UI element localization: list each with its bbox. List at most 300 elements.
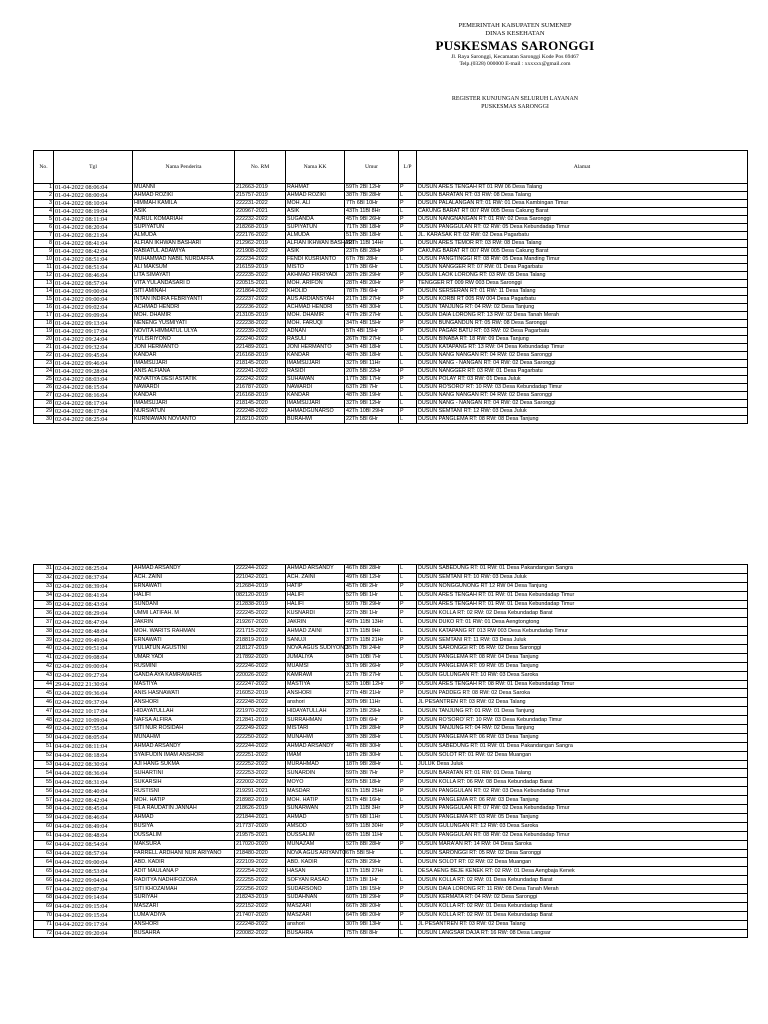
- cell-date: 04-04-2022 09:17:04: [54, 920, 133, 929]
- cell-gender: P: [399, 368, 417, 376]
- cell-gender: P: [399, 716, 417, 725]
- cell-age: 22Th 11Bl 14Hr: [345, 240, 399, 248]
- table-row: [34, 733, 748, 742]
- cell-no: 32: [34, 573, 54, 582]
- cell-address: JL PESANTREN RT: 03 RW: 02 Desa Talang: [417, 698, 748, 707]
- cell-record-number: 222249-2022: [235, 725, 286, 734]
- cell-family-head: KANDAR: [286, 352, 345, 360]
- cell-patient-name: UMAR YADI: [133, 653, 235, 662]
- cell-patient-name: RABIATUL ADAWIYA: [133, 248, 235, 256]
- cell-no: 27: [34, 392, 54, 400]
- cell-no: 45: [34, 689, 54, 698]
- cell-record-number: 082120-2019: [235, 591, 286, 600]
- cell-age: 17Th 11Bl 27Hr: [345, 867, 399, 876]
- cell-family-head: MUAMSI: [286, 662, 345, 671]
- cell-age: 17Th 3Bl 17Hr: [345, 376, 399, 384]
- cell-record-number: 218268-2019: [235, 224, 286, 232]
- cell-age: 32Th 9Bl 11Hr: [345, 360, 399, 368]
- cell-age: 71Th 3Bl 18Hr: [345, 224, 399, 232]
- cell-age: 31Th 9Bl 26Hr: [345, 662, 399, 671]
- cell-record-number: 222237-2022: [235, 296, 286, 304]
- cell-patient-name: ABD. KADIR: [133, 858, 235, 867]
- cell-patient-name: INTAN INDIRA FEBRIYANTI: [133, 296, 235, 304]
- cell-age: 30Th 9Bl 13Hr: [345, 920, 399, 929]
- cell-age: 17Th 2Bl 28Hr: [345, 725, 399, 734]
- cell-patient-name: ASIK: [133, 208, 235, 216]
- cell-record-number: 212841-2019: [235, 716, 286, 725]
- cell-no: 70: [34, 911, 54, 920]
- cell-family-head: BURAHWI: [286, 416, 345, 424]
- cell-no: 35: [34, 600, 54, 609]
- cell-family-head: ASIK: [286, 208, 345, 216]
- cell-date: 01-04-2022 08:11:04: [54, 216, 133, 224]
- register-title-line2: PUSKESMAS SARONGGI: [481, 104, 549, 110]
- cell-family-head: JAKRIN: [286, 618, 345, 627]
- cell-record-number: 222248-2022: [235, 920, 286, 929]
- cell-patient-name: MOH. HATIP: [133, 796, 235, 805]
- cell-patient-name: NURUL KOMARIAH: [133, 216, 235, 224]
- cell-gender: P: [399, 778, 417, 787]
- cell-patient-name: HALIFI: [133, 591, 235, 600]
- cell-family-head: MISTO: [286, 264, 345, 272]
- table-row: [34, 312, 748, 320]
- cell-record-number: 218145-2020: [235, 400, 286, 408]
- cell-record-number: 221489-2021: [235, 344, 286, 352]
- cell-age: 78Th 7Bl 6Hr: [345, 288, 399, 296]
- cell-no: 36: [34, 609, 54, 618]
- cell-gender: L: [399, 929, 417, 938]
- cell-date: 02-04-2022 08:41:04: [54, 591, 133, 600]
- column-header-no: No.: [34, 151, 54, 184]
- cell-patient-name: MAKSURA: [133, 840, 235, 849]
- cell-family-head: JONI HERMANTO: [286, 344, 345, 352]
- cell-address: DUSUN PAGAR BATU RT: 03 RW: 02 Desa Pagarbatu: [417, 328, 748, 336]
- cell-gender: P: [399, 645, 417, 654]
- cell-family-head: HALIFI: [286, 600, 345, 609]
- cell-age: 32Th 9Bl 12Hr: [345, 400, 399, 408]
- table-row: [34, 573, 748, 582]
- cell-date: 02-04-2022 08:37:04: [54, 573, 133, 582]
- cell-family-head: ASIK: [286, 248, 345, 256]
- cell-gender: P: [399, 408, 417, 416]
- cell-age: 18Th 2Bl 30Hr: [345, 751, 399, 760]
- cell-address: DUSUN BARATAN RT: 03 RW: 08 Desa Talang: [417, 192, 748, 200]
- table-row: [34, 384, 748, 392]
- cell-record-number: 218243-2019: [235, 893, 286, 902]
- cell-patient-name: NENENG YUSMIYATI: [133, 320, 235, 328]
- cell-family-head: SUPIYATUN: [286, 224, 345, 232]
- table-row: [34, 645, 748, 654]
- cell-address: DUSUN PANGLEMA RT: 06 RW: 03 Desa Tanjung: [417, 796, 748, 805]
- column-header-family-head: Nama KK: [286, 151, 345, 184]
- cell-patient-name: AHMAD ARSANDY: [133, 742, 235, 751]
- cell-record-number: 218982-2019: [235, 796, 286, 805]
- cell-gender: P: [399, 328, 417, 336]
- cell-record-number: 218127-2019: [235, 645, 286, 654]
- cell-age: 66Th 3Bl 20Hr: [345, 902, 399, 911]
- table-row: [34, 600, 748, 609]
- cell-family-head: MURAHMAD: [286, 760, 345, 769]
- cell-date: 01-04-2022 09:09:04: [54, 312, 133, 320]
- cell-gender: L: [399, 751, 417, 760]
- cell-age: 15Th 1Bl 1Hr: [345, 876, 399, 885]
- cell-record-number: 222253-2022: [235, 769, 286, 778]
- cell-no: 23: [34, 360, 54, 368]
- table-row: [34, 288, 748, 296]
- cell-patient-name: MUANNI: [133, 184, 235, 192]
- cell-patient-name: FILA RAUDATIN JANNAH: [133, 805, 235, 814]
- cell-gender: L: [399, 698, 417, 707]
- cell-no: 54: [34, 769, 54, 778]
- cell-gender: P: [399, 224, 417, 232]
- cell-family-head: AHMAD: [286, 813, 345, 822]
- cell-family-head: RASIDI: [286, 368, 345, 376]
- cell-patient-name: ALI MAKSUM: [133, 264, 235, 272]
- cell-no: 26: [34, 384, 54, 392]
- cell-date: 04-04-2022 08:31:04: [54, 778, 133, 787]
- cell-gender: L: [399, 760, 417, 769]
- cell-record-number: 216159-2019: [235, 264, 286, 272]
- cell-gender: L: [399, 304, 417, 312]
- cell-no: 18: [34, 320, 54, 328]
- cell-gender: L: [399, 849, 417, 858]
- cell-gender: P: [399, 200, 417, 208]
- cell-no: 25: [34, 376, 54, 384]
- cell-gender: P: [399, 769, 417, 778]
- cell-age: 42Th 10Bl 29Hr: [345, 408, 399, 416]
- cell-address: DUSUN SEMTANI RT: 12 RW: 03 Desa Juluk: [417, 408, 748, 416]
- cell-gender: P: [399, 582, 417, 591]
- cell-age: 28Th 4Bl 20Hr: [345, 280, 399, 288]
- cell-patient-name: VITA YULANDASARI D: [133, 280, 235, 288]
- cell-gender: L: [399, 876, 417, 885]
- cell-age: 46Th 8Bl 30Hr: [345, 742, 399, 751]
- cell-address: DUSUN RO'SORO' RT: 10 RW: 03 Desa Kebundadap Timur: [417, 716, 748, 725]
- cell-patient-name: SYAIFUDIN IMAM ANSHORI: [133, 751, 235, 760]
- cell-patient-name: HIDAYATULLAH: [133, 707, 235, 716]
- cell-date: 02-04-2022 07:55:04: [54, 725, 133, 734]
- cell-no: 47: [34, 707, 54, 716]
- cell-address: DUSUN SABEDUNG RT: 01 RW: 01 Desa Pakandangan Sangra: [417, 742, 748, 751]
- table-row: [34, 778, 748, 787]
- cell-no: 24: [34, 368, 54, 376]
- cell-date: 04-04-2022 08:57:04: [54, 849, 133, 858]
- cell-address: DUSUN SEMTANI RT: 11 RW: 03 Desa Juluk: [417, 636, 748, 645]
- cell-family-head: ADNAN: [286, 328, 345, 336]
- cell-date: 04-04-2022 08:54:04: [54, 840, 133, 849]
- cell-address: DUSUN NANGGER RT: 03 RW: 01 Desa Pagarbatu: [417, 368, 748, 376]
- cell-gender: L: [399, 902, 417, 911]
- cell-patient-name: BUSIYA: [133, 822, 235, 831]
- cell-gender: P: [399, 840, 417, 849]
- cell-gender: P: [399, 184, 417, 192]
- table-row: [34, 769, 748, 778]
- cell-age: 38Th 7Bl 28Hr: [345, 192, 399, 200]
- cell-record-number: 217407-2020: [235, 911, 286, 920]
- cell-patient-name: JAKRIN: [133, 618, 235, 627]
- cell-family-head: IMAMSUJARI: [286, 360, 345, 368]
- cell-family-head: IMAMSUJARI: [286, 400, 345, 408]
- cell-age: 17Th 11Bl 9Hr: [345, 627, 399, 636]
- table-row: [34, 400, 748, 408]
- cell-family-head: MUNAZAM: [286, 840, 345, 849]
- cell-date: 04-04-2022 09:00:04: [54, 858, 133, 867]
- cell-gender: L: [399, 344, 417, 352]
- cell-patient-name: SUKARSIH: [133, 778, 235, 787]
- cell-address: DUSUN PANGLEMA RT: 06 RW: 03 Desa Tanjung: [417, 733, 748, 742]
- table-row: [34, 280, 748, 288]
- cell-age: 59Th 11Bl 30Hr: [345, 822, 399, 831]
- table-row: [34, 224, 748, 232]
- cell-gender: L: [399, 312, 417, 320]
- cell-gender: P: [399, 280, 417, 288]
- table-row: [34, 636, 748, 645]
- cell-no: 63: [34, 849, 54, 858]
- cell-date: 02-04-2022 10:09:04: [54, 716, 133, 725]
- cell-gender: L: [399, 831, 417, 840]
- cell-date: 02-04-2022 08:39:04: [54, 582, 133, 591]
- cell-age: 55Th 4Bl 30Hr: [345, 304, 399, 312]
- cell-family-head: SUHAWAN: [286, 376, 345, 384]
- cell-address: DUSUN PADDEG RT: 08 RW: 02 Desa Saroka: [417, 689, 748, 698]
- cell-age: 28Th 2Bl 29Hr: [345, 272, 399, 280]
- cell-no: 53: [34, 760, 54, 769]
- letterhead-department: DINAS KESEHATAN: [485, 30, 545, 37]
- cell-patient-name: AJI HANG SUKMA: [133, 760, 235, 769]
- cell-record-number: 216168-2019: [235, 352, 286, 360]
- cell-family-head: anshori: [286, 698, 345, 707]
- cell-family-head: MOH. ARIFON: [286, 280, 345, 288]
- cell-gender: P: [399, 376, 417, 384]
- cell-no: 58: [34, 805, 54, 814]
- cell-record-number: 222002-2022: [235, 778, 286, 787]
- table-row: [34, 662, 748, 671]
- cell-gender: P: [399, 662, 417, 671]
- cell-age: 21Th 11Bl 3Hr: [345, 805, 399, 814]
- cell-age: 52Th 8Bl 28Hr: [345, 840, 399, 849]
- cell-family-head: AUS ARDIANSYAH: [286, 296, 345, 304]
- cell-age: 6Th 5Bl 5Hr: [345, 849, 399, 858]
- cell-address: DUSUN NANGGER RT: 07 RW: 01 Desa Pagarbatu: [417, 264, 748, 272]
- cell-age: 50Th 7Bl 29Hr: [345, 600, 399, 609]
- cell-no: 4: [34, 208, 54, 216]
- cell-address: DUSUN NANG - NANGAN RT: 04 RW: 02 Desa Saronggi: [417, 360, 748, 368]
- cell-date: 04-04-2022 09:07:04: [54, 885, 133, 894]
- table-row: [34, 200, 748, 208]
- column-header-record-number: No. RM: [235, 151, 286, 184]
- cell-no: 19: [34, 328, 54, 336]
- cell-family-head: SUNARWAN: [286, 805, 345, 814]
- cell-family-head: AMSOD: [286, 822, 345, 831]
- cell-date: 02-04-2022 08:03:04: [54, 376, 133, 384]
- cell-no: 2: [34, 192, 54, 200]
- cell-family-head: SUGANDA: [286, 216, 345, 224]
- cell-patient-name: RADITYA NADHIFOZORA: [133, 876, 235, 885]
- cell-patient-name: YULISRIYONO: [133, 336, 235, 344]
- cell-age: 34Th 4Bl 18Hr: [345, 344, 399, 352]
- cell-address: CAKUNG BARAT RT 007 RW 005 Desa Cakung Barat: [417, 208, 748, 216]
- table-row: [34, 192, 748, 200]
- cell-date: 01-04-2022 08:51:04: [54, 264, 133, 272]
- cell-date: 02-04-2022 08:43:04: [54, 600, 133, 609]
- cell-no: 71: [34, 920, 54, 929]
- cell-patient-name: NOVITA HIMMATUL ULYA: [133, 328, 235, 336]
- cell-date: 01-04-2022 08:41:04: [54, 240, 133, 248]
- cell-record-number: 222252-2022: [235, 760, 286, 769]
- cell-age: 48Th 3Bl 18Hr: [345, 352, 399, 360]
- cell-gender: P: [399, 216, 417, 224]
- cell-patient-name: MUHAMMAD NABIL NURDAFFA: [133, 256, 235, 264]
- table-row: [34, 272, 748, 280]
- cell-date: 01-04-2022 08:21:04: [54, 232, 133, 240]
- cell-age: 49Th 6Bl 12Hr: [345, 573, 399, 582]
- cell-date: 01-04-2022 08:42:04: [54, 248, 133, 256]
- cell-family-head: MASZARI: [286, 911, 345, 920]
- cell-date: 04-04-2022 08:05:04: [54, 733, 133, 742]
- cell-family-head: KAMRAWI: [286, 671, 345, 680]
- cell-date: 04-04-2022 08:45:04: [54, 805, 133, 814]
- cell-age: 6Th 7Bl 28Hr: [345, 256, 399, 264]
- cell-family-head: NAWARDI: [286, 384, 345, 392]
- cell-age: 49Th 11Bl 13Hr: [345, 618, 399, 627]
- cell-record-number: 212962-2019: [235, 240, 286, 248]
- cell-address: DUSUN KOLLA RT: 02 RW: 02 Desa Kebundadap Barat: [417, 609, 748, 618]
- cell-age: 63Th 2Bl 7Hr: [345, 384, 399, 392]
- cell-record-number: 217892-2020: [235, 653, 286, 662]
- cell-family-head: NOVA AGUS ARIYANTO: [287, 849, 347, 856]
- cell-address: DUSUN KORBI RT 005 RW 004 Desa Pagarbatu: [417, 296, 748, 304]
- cell-patient-name: FARRELL ARDHANI NUR ARIYANO: [133, 849, 235, 858]
- cell-no: 67: [34, 885, 54, 894]
- cell-gender: L: [399, 192, 417, 200]
- cell-record-number: 222240-2022: [235, 336, 286, 344]
- cell-address: DUSUN DUKO RT: 01 RW: 01 Desa Aengtongtong: [417, 618, 748, 627]
- cell-record-number: 212684-2019: [235, 582, 286, 591]
- cell-record-number: 218210-2020: [235, 416, 286, 424]
- table-row: [34, 742, 748, 751]
- cell-record-number: 222247-2022: [235, 680, 286, 689]
- cell-address: DUSUN KOLLA RT: 02 RW: 01 Desa Kebundadap Barat: [417, 876, 748, 885]
- cell-date: 29-04-2022 21:30:04: [54, 680, 133, 689]
- cell-patient-name: MASTIYA: [133, 680, 235, 689]
- cell-gender: P: [399, 296, 417, 304]
- cell-address: DUSUN PANGGULAN RT: 08 RW: 02 Desa Kebundadap Timur: [417, 831, 748, 840]
- cell-date: 02-04-2022 08:48:04: [54, 627, 133, 636]
- cell-no: 56: [34, 787, 54, 796]
- cell-address: DUSUN GULUNGAN RT: 12 RW: 03 Desa Saroka: [417, 822, 748, 831]
- register-title: [400, 95, 630, 111]
- table-row: [34, 609, 748, 618]
- cell-address: DUSUN PANGGULAN RT: 02 RW: 03 Desa Kebundadap Timur: [417, 787, 748, 796]
- cell-date: 01-04-2022 08:51:04: [54, 256, 133, 264]
- cell-address: DUSUN DAIA LORONG RT: 11 RW: 08 Desa Tanah Merah: [417, 885, 748, 894]
- cell-no: 8: [34, 240, 54, 248]
- cell-age: 59Th 2Bl 12Hr: [345, 184, 399, 192]
- cell-family-head: AHMAD ARSANDY: [286, 565, 345, 574]
- cell-record-number: 221844-2021: [235, 813, 286, 822]
- cell-record-number: 222238-2022: [235, 320, 286, 328]
- cell-no: 68: [34, 893, 54, 902]
- register-title-line1: REGISTER KUNJUNGAN SELURUH LAYANAN: [451, 96, 579, 102]
- cell-record-number: 222242-2022: [235, 376, 286, 384]
- cell-no: 29: [34, 408, 54, 416]
- table-row: [34, 328, 748, 336]
- cell-age: 57Th 6Bl 11Hr: [345, 813, 399, 822]
- cell-date: 02-04-2022 09:36:04: [54, 689, 133, 698]
- cell-no: 5: [34, 216, 54, 224]
- cell-address: DUSUN TANJUNG RT: 01 RW: 01 Desa Tanjung: [417, 707, 748, 716]
- cell-gender: L: [399, 573, 417, 582]
- visit-register-table-1: [33, 150, 748, 424]
- cell-date: 01-04-2022 09:13:04: [54, 320, 133, 328]
- table-row: [34, 849, 748, 858]
- column-header-age: Umur: [345, 151, 399, 184]
- cell-address: DUSUN NANGNANGAN RT: 01 RW: 02 Desa Saronggi: [417, 216, 748, 224]
- table-row: [34, 264, 748, 272]
- cell-gender: L: [399, 256, 417, 264]
- cell-address: DUSUN RO'SORO' RT: 10 RW: 03 Desa Kebundadap Timur: [417, 384, 748, 392]
- cell-gender: P: [399, 320, 417, 328]
- cell-patient-name: ANSHORI: [133, 698, 235, 707]
- cell-family-head: AKHMAD FIKRIYADI: [286, 272, 345, 280]
- cell-date: 04-04-2022 08:53:04: [54, 867, 133, 876]
- cell-age: 46Th 8Bl 28Hr: [345, 565, 399, 574]
- cell-no: 50: [34, 733, 54, 742]
- cell-age: 20Th 5Bl 22Hr: [345, 368, 399, 376]
- cell-no: 12: [34, 272, 54, 280]
- cell-record-number: 222250-2022: [235, 733, 286, 742]
- cell-record-number: 218819-2019: [235, 636, 286, 645]
- cell-date: 04-04-2022 08:36:04: [54, 769, 133, 778]
- cell-patient-name: KANDAR: [133, 392, 235, 400]
- cell-no: 31: [34, 565, 54, 574]
- cell-date: 01-04-2022 08:20:04: [54, 224, 133, 232]
- cell-gender: L: [399, 867, 417, 876]
- cell-address: DUSUN ARES TEMOR RT: 03 RW: 08 Desa Talang: [417, 240, 748, 248]
- cell-record-number: 217020-2020: [235, 840, 286, 849]
- cell-date: 04-04-2022 09:20:04: [54, 929, 133, 938]
- cell-gender: L: [399, 208, 417, 216]
- cell-patient-name: IMAMSUJARI: [133, 400, 235, 408]
- table-row: [34, 392, 748, 400]
- column-header-date: Tgl: [54, 151, 133, 184]
- cell-no: 3: [34, 200, 54, 208]
- cell-patient-name: NOVATIYA DESI ASTATIK: [133, 376, 235, 384]
- cell-address: DUSUN ARES TENGAH RT: 01 RW: 01 Desa Kebundadap Timur: [417, 600, 748, 609]
- cell-patient-name: SITI AMINAH: [133, 288, 235, 296]
- cell-record-number: 222256-2022: [235, 885, 286, 894]
- cell-record-number: 221715-2022: [235, 627, 286, 636]
- cell-family-head: anshori: [286, 920, 345, 929]
- table-row: [34, 680, 748, 689]
- cell-no: 38: [34, 627, 54, 636]
- cell-address: DESA AENG BEJE KENEK RT: 02 RW: 01 Desa Aengbaja Kenek: [417, 867, 748, 876]
- cell-age: 59Th 5Bl 18Hr: [345, 778, 399, 787]
- cell-address: DUSUN NONGGUNONG RT 12 RW 04 Desa Tanjung: [417, 582, 748, 591]
- table-row: [34, 822, 748, 831]
- letterhead-address: Jl. Raya Saronggi, Kecamatan Saronggi Kode Pos 69467: [451, 54, 579, 60]
- cell-patient-name: ACHMAD HENDRI: [133, 304, 235, 312]
- cell-no: 20: [34, 336, 54, 344]
- cell-date: 04-04-2022 09:04:04: [54, 876, 133, 885]
- cell-age: 62Th 3Bl 29Hr: [345, 858, 399, 867]
- cell-family-head: ALFIAN IKHWAN BASHARI: [287, 240, 354, 246]
- cell-address: DUSUN KATAPANG RT: 13 RW: 04 Desa Kebundadap Timur: [417, 344, 748, 352]
- cell-date: 04-04-2022 08:40:04: [54, 787, 133, 796]
- cell-patient-name: ANIS HASNAWATI: [133, 689, 235, 698]
- cell-family-head: BUSAHRA: [286, 929, 345, 938]
- cell-family-head: HATIP: [286, 582, 345, 591]
